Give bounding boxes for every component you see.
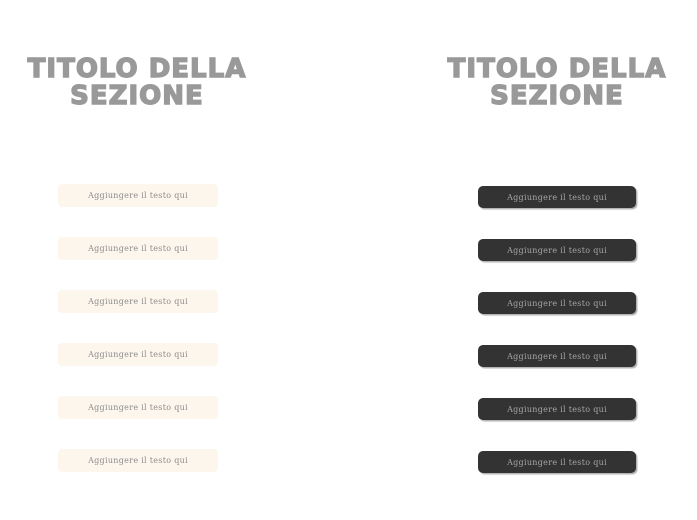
text-placeholder-bar[interactable]: Aggiungere il testo qui: [58, 396, 218, 419]
text-placeholder-bar[interactable]: Aggiungere il testo qui: [58, 237, 218, 260]
text-placeholder-bar[interactable]: Aggiungere il testo qui: [58, 449, 218, 472]
section-title-right: TITOLO DELLA SEZIONE: [447, 54, 667, 111]
text-placeholder-bar[interactable]: Aggiungere il testo qui: [58, 290, 218, 313]
text-placeholder-bar[interactable]: Aggiungere il testo qui: [478, 292, 636, 314]
text-placeholder-bar[interactable]: Aggiungere il testo qui: [58, 184, 218, 207]
text-placeholder-bar[interactable]: Aggiungere il testo qui: [478, 451, 636, 473]
text-placeholder-stack-left: [58, 184, 218, 472]
section-title-left: TITOLO DELLA SEZIONE: [27, 54, 247, 111]
text-placeholder-stack-right: [478, 186, 636, 473]
text-placeholder-bar[interactable]: Aggiungere il testo qui: [478, 239, 636, 261]
text-placeholder-bar[interactable]: Aggiungere il testo qui: [478, 186, 636, 208]
text-placeholder-bar[interactable]: Aggiungere il testo qui: [478, 345, 636, 367]
text-placeholder-bar[interactable]: Aggiungere il testo qui: [478, 398, 636, 420]
text-placeholder-bar[interactable]: Aggiungere il testo qui: [58, 343, 218, 366]
